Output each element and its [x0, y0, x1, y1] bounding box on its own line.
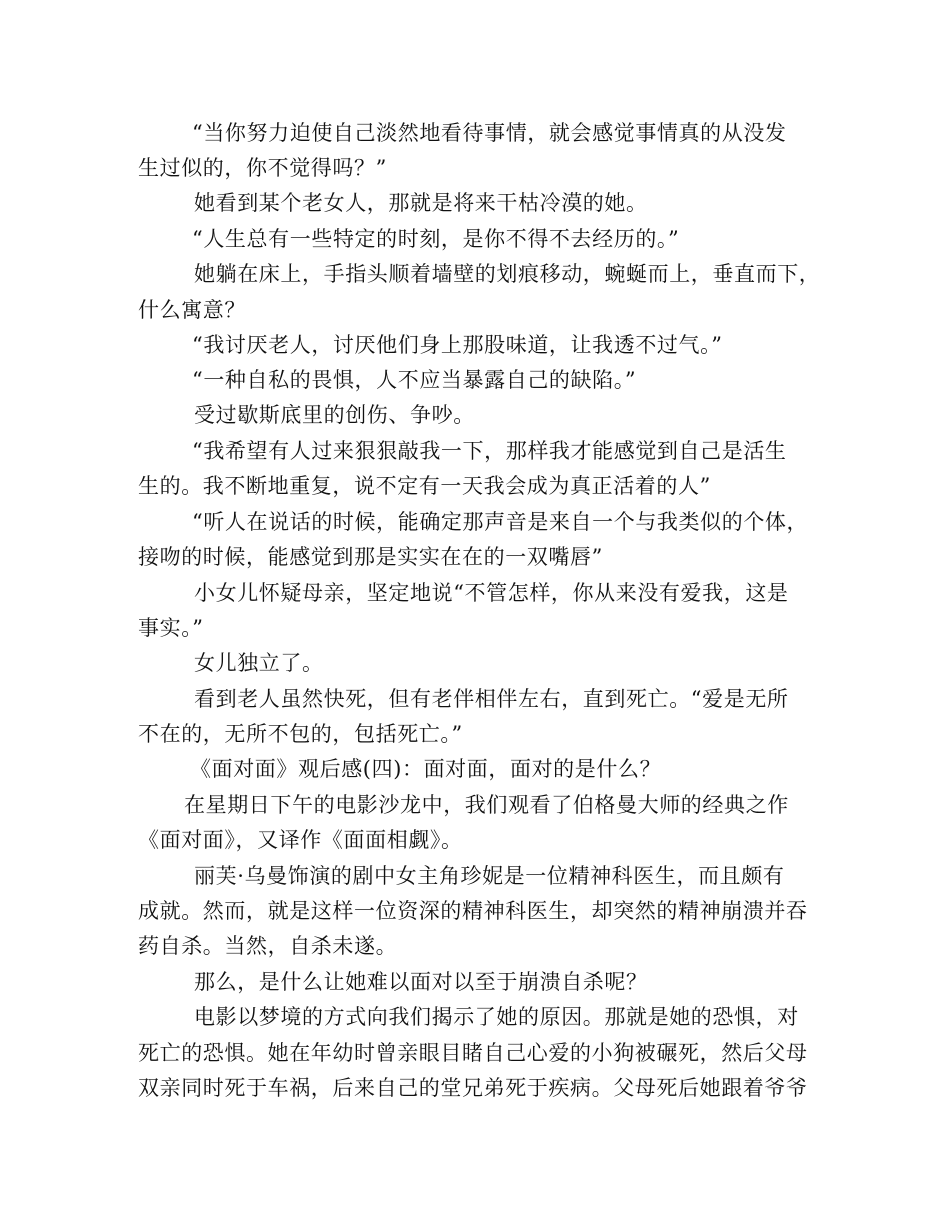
text-line-17: 看到老人虽然快死，但有老伴相伴左右，直到死亡。“爱是无所	[194, 687, 789, 711]
text-line-1: “当你努力迫使自己淡然地看待事情，就会感觉事情真的从没发	[192, 121, 787, 145]
text-line-23: 成就。然而，就是这样一位资深的精神科医生，却突然的精神崩溃并吞	[138, 899, 808, 923]
text-line-16: 女儿独立了。	[194, 651, 324, 675]
text-line-6: 什么寓意？	[138, 298, 246, 322]
text-line-21: 《面对面》，又译作《面面相觑》。	[138, 828, 463, 852]
text-line-25: 那么，是什么让她难以面对以至于崩溃自杀呢？	[194, 970, 648, 994]
text-line-15: 事实。”	[138, 616, 204, 640]
text-line-12: “听人在说话的时候，能确定那声音是来自一个与我类似的个体，	[192, 510, 809, 534]
text-line-20: 在星期日下午的电影沙龙中，我们观看了伯格曼大师的经典之作	[184, 793, 789, 817]
text-line-9: 受过歇斯底里的创伤、争吵。	[194, 403, 475, 427]
text-line-8: “一种自私的畏惧，人不应当暴露自己的缺陷。”	[192, 368, 637, 392]
text-line-5: 她躺在床上，手指头顺着墙壁的划痕移动，蜿蜒而上，垂直而下，	[194, 262, 821, 286]
text-line-26: 电影以梦境的方式向我们揭示了她的原因。那就是她的恐惧，对	[194, 1005, 799, 1029]
text-line-24: 药自杀。当然，自杀未遂。	[138, 934, 398, 958]
text-line-2: 生过似的，你不觉得吗？”	[138, 156, 387, 180]
text-line-14: 小女儿怀疑母亲，坚定地说“不管怎样，你从来没有爱我，这是	[194, 581, 789, 605]
text-line-10: “我希望有人过来狠狠敲我一下，那样我才能感觉到自己是活生	[192, 439, 787, 463]
text-line-27: 死亡的恐惧。她在年幼时曾亲眼目睹自己心爱的小狗被碾死，然后父母	[138, 1041, 808, 1065]
text-line-13: 接吻的时候，能感觉到那是实实在在的一双嘴唇”	[138, 545, 603, 569]
text-line-28: 双亲同时死于车祸，后来自己的堂兄弟死于疾病。父母死后她跟着爷爷	[138, 1076, 808, 1100]
text-line-18: 不在的，无所不包的，包括死亡。”	[138, 722, 463, 746]
text-line-7: “我讨厌老人，讨厌他们身上那股味道，让我透不过气。”	[192, 333, 723, 357]
text-line-3: 她看到某个老女人，那就是将来干枯冷漠的她。	[194, 191, 648, 215]
text-line-11: 生的。我不断地重复，说不定有一天我会成为真正活着的人”	[138, 474, 711, 498]
section-heading: 《面对面》观后感(四)：面对面，面对的是什么？	[190, 757, 662, 781]
text-line-4: “人生总有一些特定的时刻，是你不得不去经历的。”	[192, 227, 680, 251]
text-line-22: 丽芙·乌曼饰演的剧中女主角珍妮是一位精神科医生，而且颇有	[194, 864, 785, 888]
